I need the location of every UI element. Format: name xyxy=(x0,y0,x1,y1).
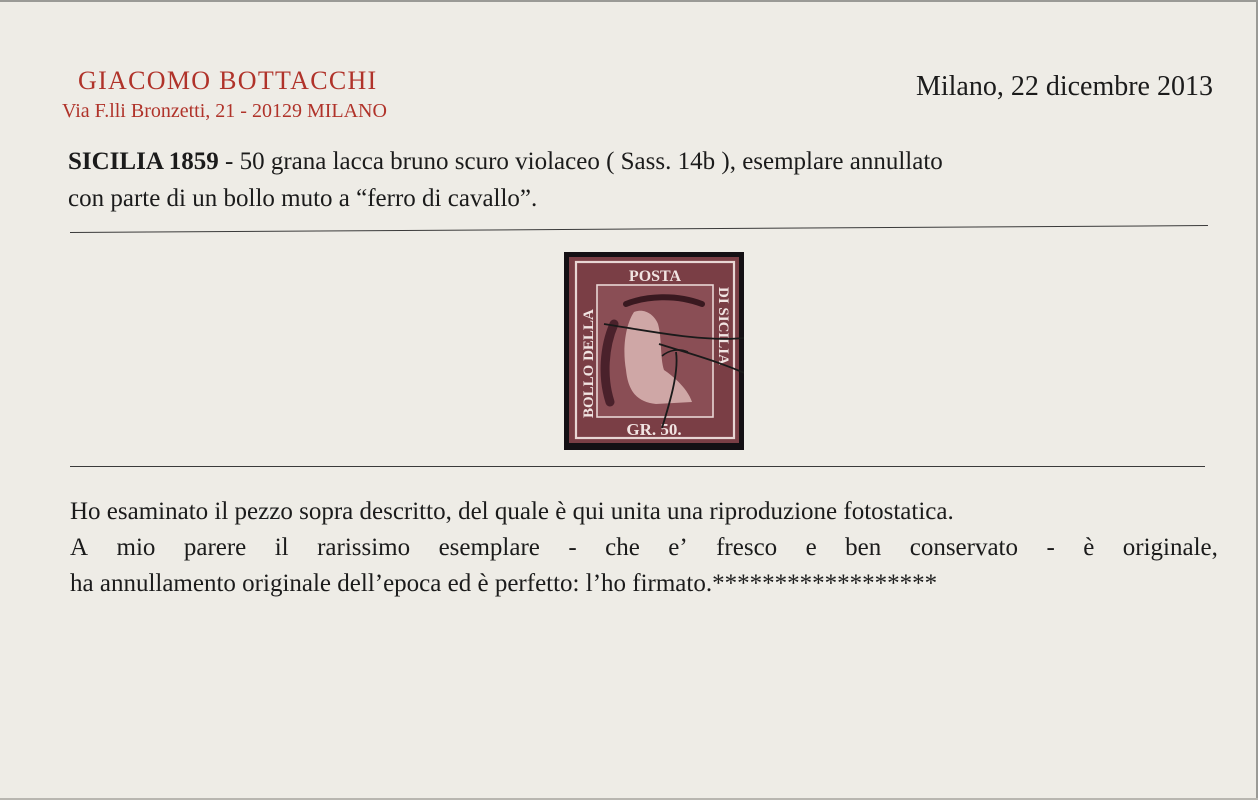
stamp-top-label: POSTA xyxy=(628,268,682,285)
description-line-2: con parte di un bollo muto a “ferro di cavallo”. xyxy=(68,185,538,212)
statement-word: esemplare xyxy=(438,534,540,561)
statement-line-3: ha annullamento originale dell’epoca ed è perfetto: l’ho firmato.****************** xyxy=(70,570,938,597)
statement-word: è xyxy=(1083,534,1095,561)
divider-bottom xyxy=(70,466,1205,467)
statement-word: - xyxy=(1046,534,1055,561)
statement-word: e’ xyxy=(668,534,688,561)
divider-top xyxy=(70,225,1208,233)
stamp-left-label: BOLLO DELLA xyxy=(581,309,597,418)
statement-line-1: Ho esaminato il pezzo sopra descritto, del quale è qui unita una riproduzione fotostatica. xyxy=(70,498,954,525)
statement-line-2 xyxy=(70,530,1218,566)
statement-word: fresco xyxy=(716,534,778,561)
statement-word: e xyxy=(805,534,817,561)
certificate-statement xyxy=(70,494,1220,602)
stamp-value-label: GR. 50. xyxy=(626,420,682,439)
statement-word: che xyxy=(605,534,640,561)
statement-word: - xyxy=(568,534,577,561)
letterhead-name: GIACOMO BOTTACCHI xyxy=(78,66,378,95)
description-title: SICILIA 1859 xyxy=(68,148,219,175)
stamp-right-label: DI SICILIA xyxy=(715,287,731,365)
statement-word: il xyxy=(274,534,289,561)
statement-word: mio xyxy=(116,534,156,561)
place-and-date: Milano, 22 dicembre 2013 xyxy=(915,71,1213,102)
paper-top-edge xyxy=(0,0,1258,2)
statement-word: rarissimo xyxy=(317,534,411,561)
stamp-photo xyxy=(564,252,744,450)
statement-word: conservato xyxy=(909,534,1019,561)
letterhead xyxy=(62,66,387,124)
statement-word: A xyxy=(70,534,89,561)
description-line-1: - 50 grana lacca bruno scuro violaceo ( Sass. 14b ), esemplare annullato xyxy=(218,148,943,175)
stamp-description xyxy=(68,143,1218,217)
letterhead-address: Via F.lli Bronzetti, 21 - 20129 MILANO xyxy=(62,100,387,122)
statement-word: ben xyxy=(845,534,882,561)
statement-word: originale, xyxy=(1122,534,1218,561)
statement-word: parere xyxy=(183,534,247,561)
